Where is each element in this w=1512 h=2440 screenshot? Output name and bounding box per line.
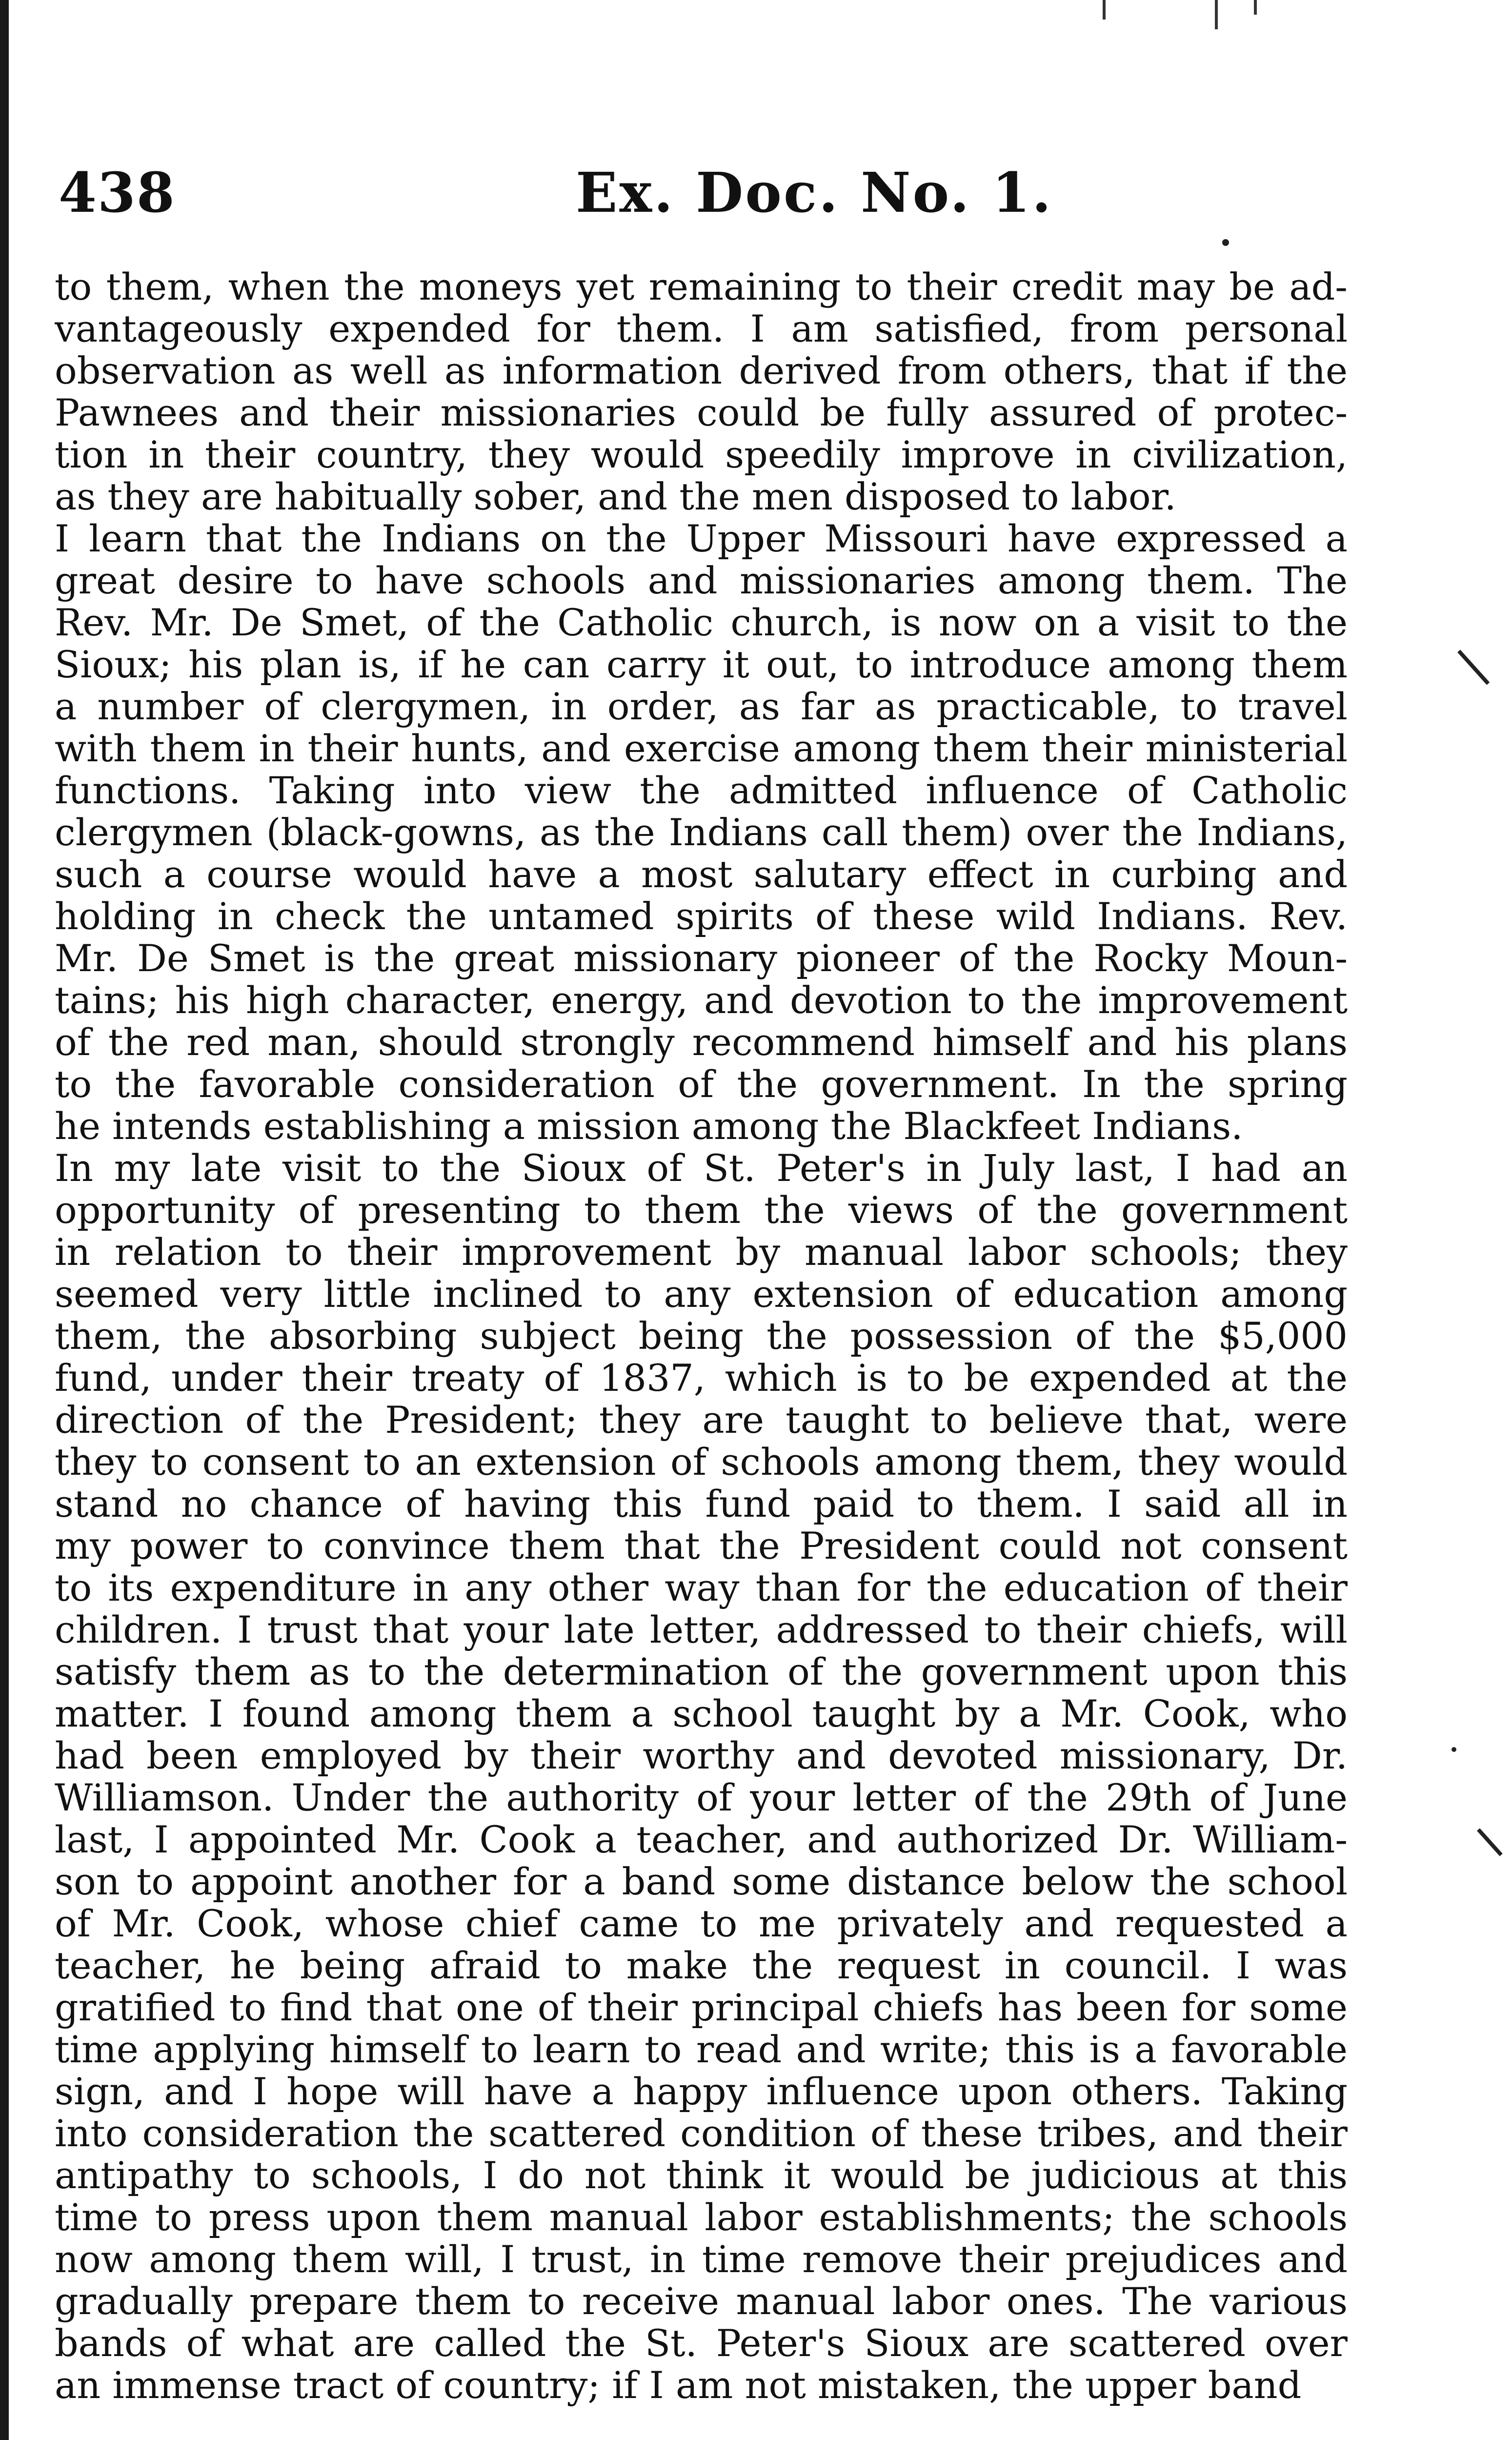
text-line: an immense tract of country; if I am not mistaken, the upper band <box>55 2364 1302 2406</box>
text-line: vantageously expended for them. I am satisfied, from personal <box>55 308 1348 350</box>
text-line: Rev. Mr. De Smet, of the Catholic church, is now on a visit to the <box>55 602 1348 644</box>
text-line: last, I appointed Mr. Cook a teacher, and authorized Dr. William- <box>55 1819 1348 1861</box>
text-line: bands of what are called the St. Peter's Sioux are scattered over <box>55 2322 1348 2364</box>
page-number: 438 <box>59 161 176 225</box>
text-line: stand no chance of having this fund paid to them. I said all in <box>55 1483 1348 1525</box>
text-line: holding in check the untamed spirits of these wild Indians. Rev. <box>55 895 1348 937</box>
text-line: of the red man, should strongly recommend himself and his plans <box>55 1021 1348 1063</box>
text-line: clergymen (black-gowns, as the Indians call them) over the Indians, <box>55 812 1348 854</box>
text-line: son to appoint another for a band some distance below the school <box>55 1861 1348 1903</box>
text-line: time applying himself to learn to read and write; this is a favorable <box>55 2029 1348 2071</box>
text-line: into consideration the scattered condition of these tribes, and their <box>55 2113 1348 2155</box>
text-line: great desire to have schools and missionaries among them. The <box>55 560 1348 602</box>
margin-mark-lower <box>1477 1828 1503 1856</box>
text-line: functions. Taking into view the admitted influence of Catholic <box>55 770 1348 812</box>
text-line: teacher, he being afraid to make the request in council. I was <box>55 1945 1348 1987</box>
page-edge-left <box>0 0 9 2440</box>
text-line: children. I trust that your late letter, addressed to their chiefs, will <box>55 1609 1348 1651</box>
text-line: observation as well as information derived from others, that if the <box>55 350 1348 392</box>
text-line: fund, under their treaty of 1837, which is to be expended at the <box>55 1357 1348 1399</box>
text-line: matter. I found among them a school taught by a Mr. Cook, who <box>55 1693 1348 1735</box>
text-line: had been employed by their worthy and devoted missionary, Dr. <box>55 1735 1348 1777</box>
text-line: such a course would have a most salutary effect in curbing and <box>55 854 1348 895</box>
text-line: satisfy them as to the determination of the government upon this <box>55 1651 1348 1693</box>
text-line: sign, and I hope will have a happy influence upon others. Taking <box>55 2071 1348 2113</box>
text-line: he intends establishing a mission among the Blackfeet Indians. <box>55 1105 1243 1147</box>
page-header <box>59 161 1356 239</box>
text-line: seemed very little inclined to any extension of education among <box>55 1273 1348 1315</box>
text-line: tion in their country, they would speedily improve in civilization, <box>55 434 1348 476</box>
body-text <box>55 266 1348 2406</box>
text-line: Mr. De Smet is the great missionary pioneer of the Rocky Moun- <box>55 937 1348 979</box>
text-line: a number of clergymen, in order, as far as practicable, to travel <box>55 686 1348 728</box>
text-line: direction of the President; they are taught to believe that, were <box>55 1399 1348 1441</box>
text-line: my power to convince them that the President could not consent <box>55 1525 1348 1567</box>
ink-speck <box>1222 239 1229 246</box>
page-edge-top-marks <box>1093 0 1259 39</box>
text-line: gradually prepare them to receive manual labor ones. The various <box>55 2280 1348 2322</box>
running-head: Ex. Doc. No. 1. <box>576 161 1053 225</box>
margin-mark-upper <box>1457 650 1490 685</box>
text-line: to them, when the moneys yet remaining to their credit may be ad- <box>55 266 1348 308</box>
text-line: with them in their hunts, and exercise among them their ministerial <box>55 728 1348 770</box>
text-line: Sioux; his plan is, if he can carry it out, to introduce among them <box>55 644 1348 686</box>
text-line: them, the absorbing subject being the possession of the $5,000 <box>55 1315 1348 1357</box>
text-line: Williamson. Under the authority of your letter of the 29th of June <box>55 1777 1348 1819</box>
text-line: now among them will, I trust, in time remove their prejudices and <box>55 2238 1348 2280</box>
text-line: opportunity of presenting to them the views of the government <box>55 1189 1348 1231</box>
text-line: In my late visit to the Sioux of St. Peter's in July last, I had an <box>55 1147 1348 1189</box>
text-line: to its expenditure in any other way than for the education of their <box>55 1567 1348 1609</box>
text-line: I learn that the Indians on the Upper Missouri have expressed a <box>55 518 1348 560</box>
text-line: they to consent to an extension of schools among them, they would <box>55 1441 1348 1483</box>
text-line: to the favorable consideration of the government. In the spring <box>55 1063 1348 1105</box>
text-line: tains; his high character, energy, and devotion to the improvement <box>55 979 1348 1021</box>
text-line: Pawnees and their missionaries could be fully assured of protec- <box>55 392 1348 434</box>
text-line: of Mr. Cook, whose chief came to me privately and requested a <box>55 1903 1348 1945</box>
text-line: time to press upon them manual labor establishments; the schools <box>55 2196 1348 2238</box>
text-line: in relation to their improvement by manual labor schools; they <box>55 1231 1348 1273</box>
text-line: as they are habitually sober, and the men disposed to labor. <box>55 476 1176 518</box>
text-line: gratified to find that one of their principal chiefs has been for some <box>55 1987 1348 2029</box>
ink-speck <box>1452 1747 1456 1752</box>
text-line: antipathy to schools, I do not think it would be judicious at this <box>55 2155 1348 2196</box>
